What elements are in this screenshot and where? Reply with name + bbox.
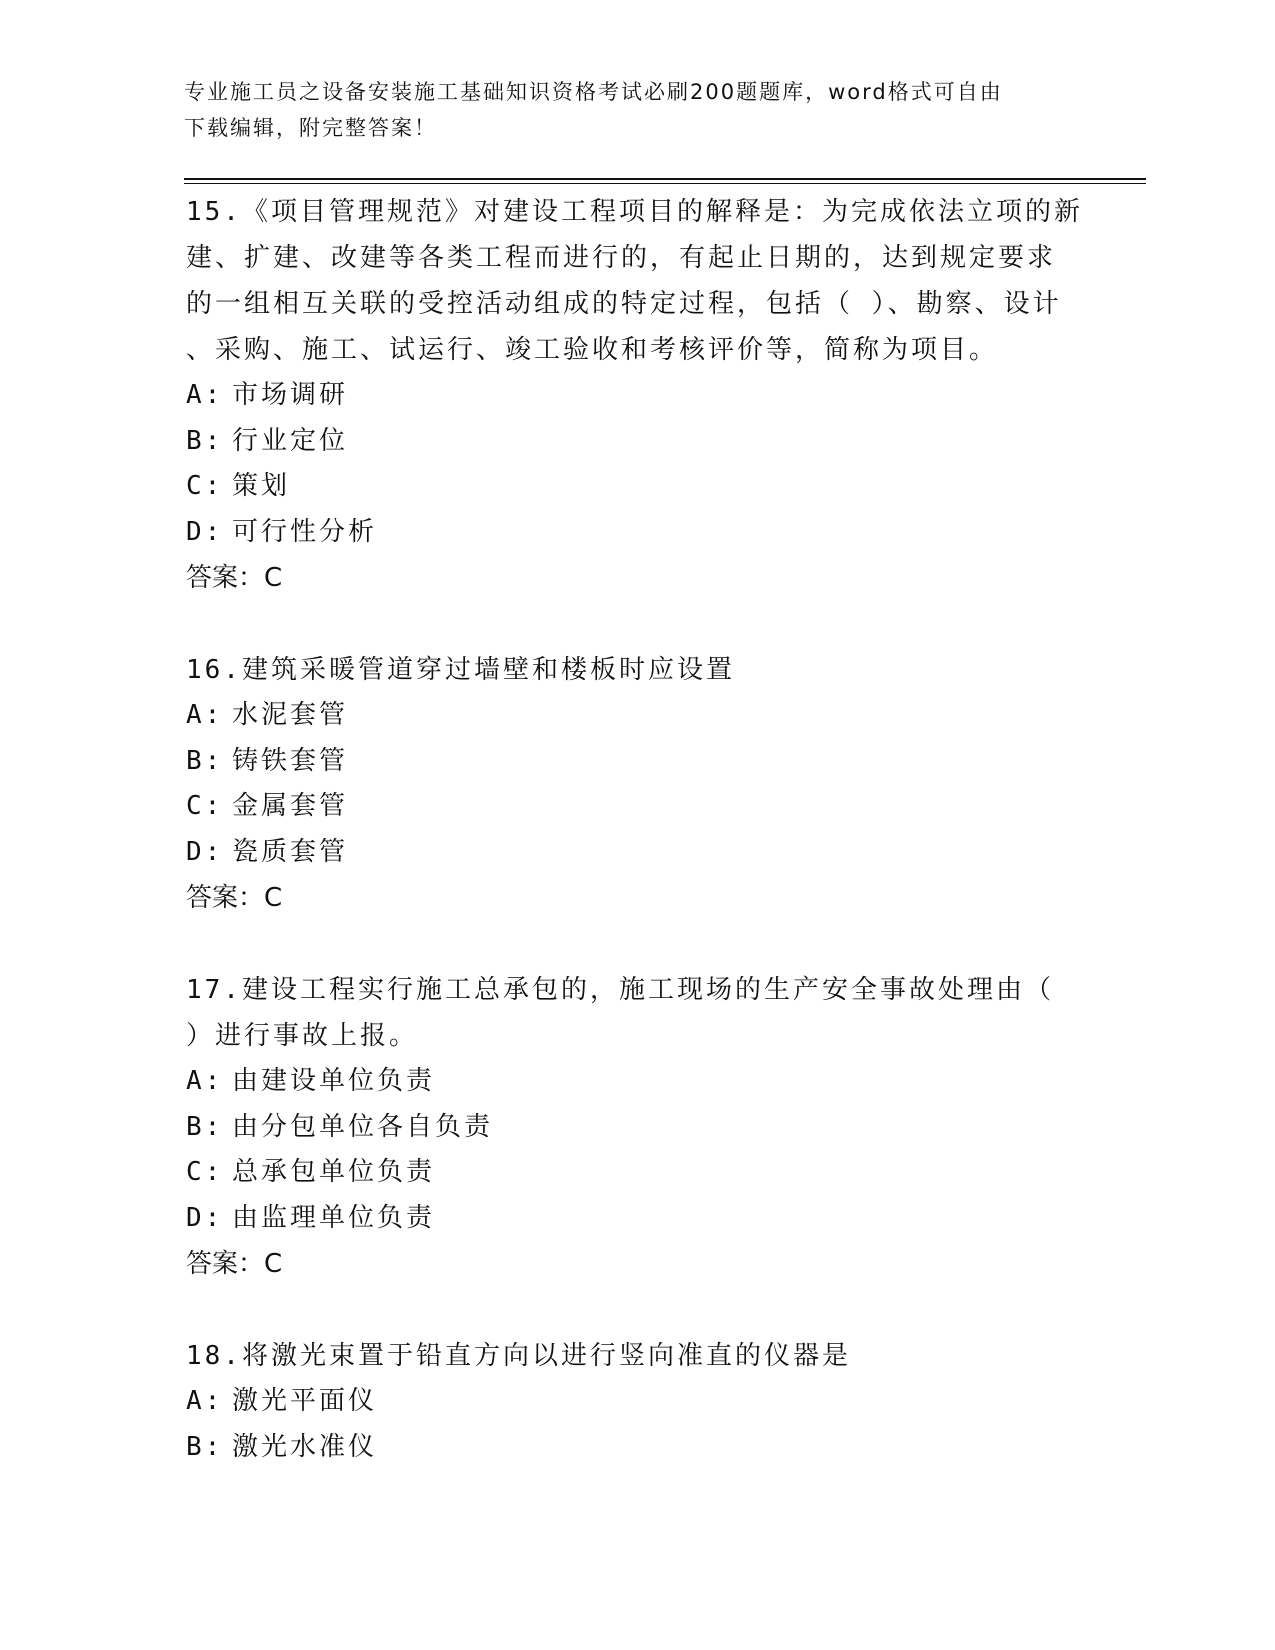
option-letter: D: [186,516,224,547]
option-letter: A: [186,380,224,410]
document-header [184,74,1064,146]
option-letter: B: [186,745,224,776]
option-d [186,830,1086,876]
question-line: 建、扩建、改建等各类工程而进行的，有起止日期的，达到规定要求 [186,243,1057,273]
question-line: 18.将激光束置于铅直方向以进行竖向准直的仪器是 [186,1341,851,1371]
option-letter: B: [186,1431,224,1462]
option-text: 激光水准仪 [232,1431,378,1462]
option-letter: A: [186,700,224,730]
option-text: 金属套管 [232,791,349,821]
question-list [186,189,1086,1516]
question-line: 的一组相互关联的受控活动组成的特定过程，包括（ ）、勘察、设计 [186,289,1062,319]
option-b [186,739,1086,785]
option-b [186,1425,1086,1471]
option-text: 水泥套管 [232,700,349,730]
option-letter: B: [186,1111,224,1142]
option-letter: A: [186,1386,224,1416]
option-letter: A: [186,1066,224,1096]
option-text: 市场调研 [232,380,349,410]
option-text: 激光平面仪 [232,1386,378,1416]
option-text: 行业定位 [232,425,349,456]
option-letter: C: [186,471,224,501]
option-letter: B: [186,425,224,456]
question-line: ）进行事故上报。 [186,1021,419,1051]
header-divider-thick [184,178,1146,180]
option-text: 策划 [232,471,291,501]
option-text: 由监理单位负责 [232,1202,436,1233]
question-line: 、采购、施工、试运行、竣工验收和考核评价等，简称为项目。 [186,335,999,365]
question-17 [186,967,1086,1287]
option-letter: C: [186,791,224,821]
option-b [186,419,1086,465]
option-text: 瓷质套管 [232,836,349,867]
header-divider-thin [184,183,1146,184]
question-15 [186,189,1086,601]
answer-line: 答案：C [186,1249,283,1279]
option-text: 由建设单位负责 [232,1066,436,1096]
option-c [186,784,1086,830]
option-letter: D: [186,836,224,867]
option-a [186,1379,1086,1425]
option-letter: D: [186,1202,224,1233]
option-c [186,464,1086,510]
question-line: 16.建筑采暖管道穿过墙壁和楼板时应设置 [186,655,735,685]
question-18 [186,1333,1086,1470]
answer-line: 答案：C [186,563,283,593]
option-d [186,510,1086,556]
option-a [186,693,1086,739]
option-text: 可行性分析 [232,516,378,547]
question-line: 15.《项目管理规范》对建设工程项目的解释是：为完成依法立项的新 [186,197,1083,227]
option-b [186,1105,1086,1151]
option-d [186,1196,1086,1242]
header-line-2: 下载编辑，附完整答案！ [184,116,437,140]
question-line: 17.建设工程实行施工总承包的，施工现场的生产安全事故处理由（ [186,975,1054,1005]
option-letter: C: [186,1157,224,1187]
option-text: 由分包单位各自负责 [232,1111,494,1142]
header-line-1: 专业施工员之设备安装施工基础知识资格考试必刷200题题库，word格式可自由 [184,80,1003,104]
answer-line: 答案：C [186,883,283,913]
option-text: 总承包单位负责 [232,1157,436,1187]
option-a [186,373,1086,419]
question-16 [186,647,1086,921]
option-text: 铸铁套管 [232,745,349,776]
option-a [186,1059,1086,1105]
option-c [186,1150,1086,1196]
